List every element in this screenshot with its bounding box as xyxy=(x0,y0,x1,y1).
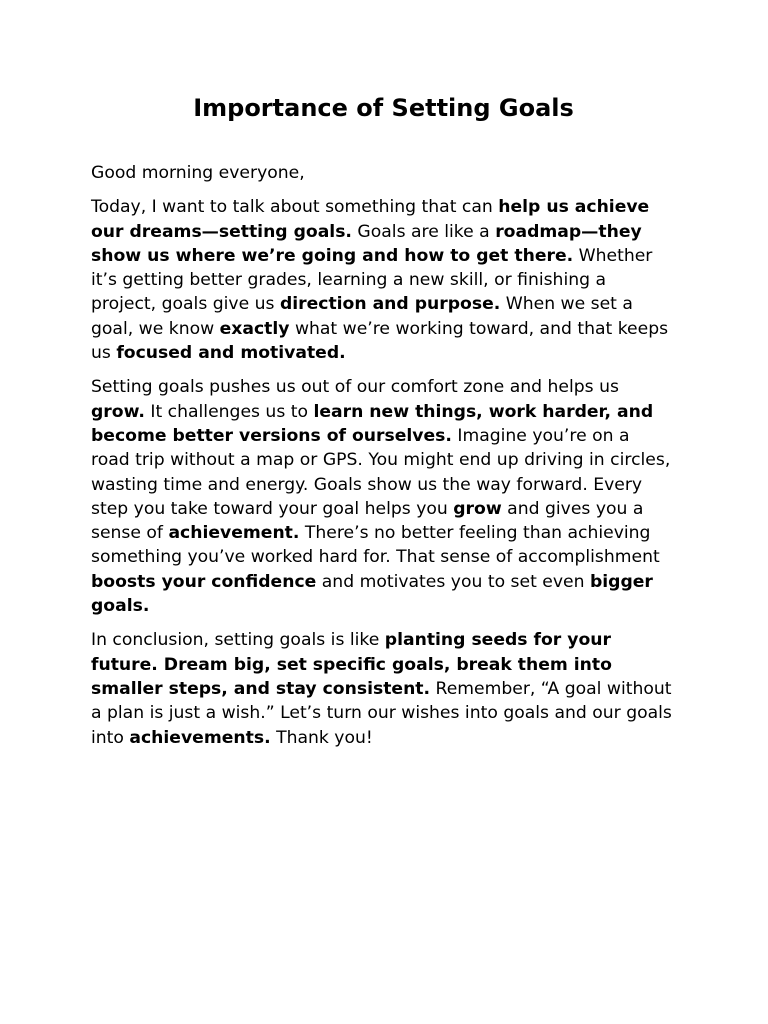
bold-text-run: achievements. xyxy=(129,727,271,748)
bold-text-run: grow. xyxy=(91,401,145,422)
text-run: Whether it’s getting better grades, learning a new skill, or finishing a project, goals give us xyxy=(91,245,653,315)
bold-text-run: bigger goals. xyxy=(91,571,653,617)
bold-text-run: roadmap—they show us where we’re going and how to get there. xyxy=(91,221,642,266)
document-title: Importance of Setting Goals xyxy=(193,94,574,122)
text-run: When we set a goal, we know xyxy=(91,294,633,339)
text-run: and gives you a sense of xyxy=(91,498,644,544)
text-run: There’s no better feeling than achieving something you’ve worked hard for. That sense of accomplishment xyxy=(91,523,660,568)
greeting-paragraph: Good morning everyone, xyxy=(91,163,305,183)
text-run: Imagine you’re on a road trip without a map or GPS. You might end up driving in circles, wasting time and energy. Goals show us the way forward. Every step you take toward your goal helps you xyxy=(91,425,671,519)
text-run: Goals are like a xyxy=(351,221,496,242)
bold-text-run: learn new things, work harder, and become better versions of ourselves. xyxy=(91,401,654,446)
body-paragraph xyxy=(91,375,672,618)
text-run: Today, I want to talk about something that can xyxy=(91,197,499,218)
text-run: Setting goals pushes us out of our comfort zone and helps us xyxy=(91,377,619,398)
bold-text-run: direction and purpose. xyxy=(279,294,501,315)
text-run: Thank you! xyxy=(270,727,373,748)
body-paragraph xyxy=(91,628,672,749)
body-paragraph xyxy=(91,195,672,365)
text-run: what we’re working toward, and that keeps us xyxy=(91,318,669,364)
bold-text-run: boosts your confidence xyxy=(91,571,317,592)
text-run: and motivates you to set even xyxy=(316,571,590,592)
text-run: Remember, “A goal without a plan is just a wish.” Let’s turn our wishes into goals and our goals into xyxy=(91,678,672,748)
bold-text-run: exactly xyxy=(219,318,290,339)
text-run: In conclusion, setting goals is like xyxy=(91,630,385,651)
bold-text-run: planting seeds for your future. Dream big, set specific goals, break them into smaller steps, and stay consistent. xyxy=(91,630,612,699)
bold-text-run: achievement. xyxy=(168,523,300,544)
bold-text-run: focused and motivated. xyxy=(116,343,346,364)
bold-text-run: grow xyxy=(453,498,502,519)
document-body xyxy=(91,161,672,750)
bold-text-run: help us achieve our dreams—setting goals. xyxy=(91,197,650,242)
text-run: It challenges us to xyxy=(144,401,314,422)
